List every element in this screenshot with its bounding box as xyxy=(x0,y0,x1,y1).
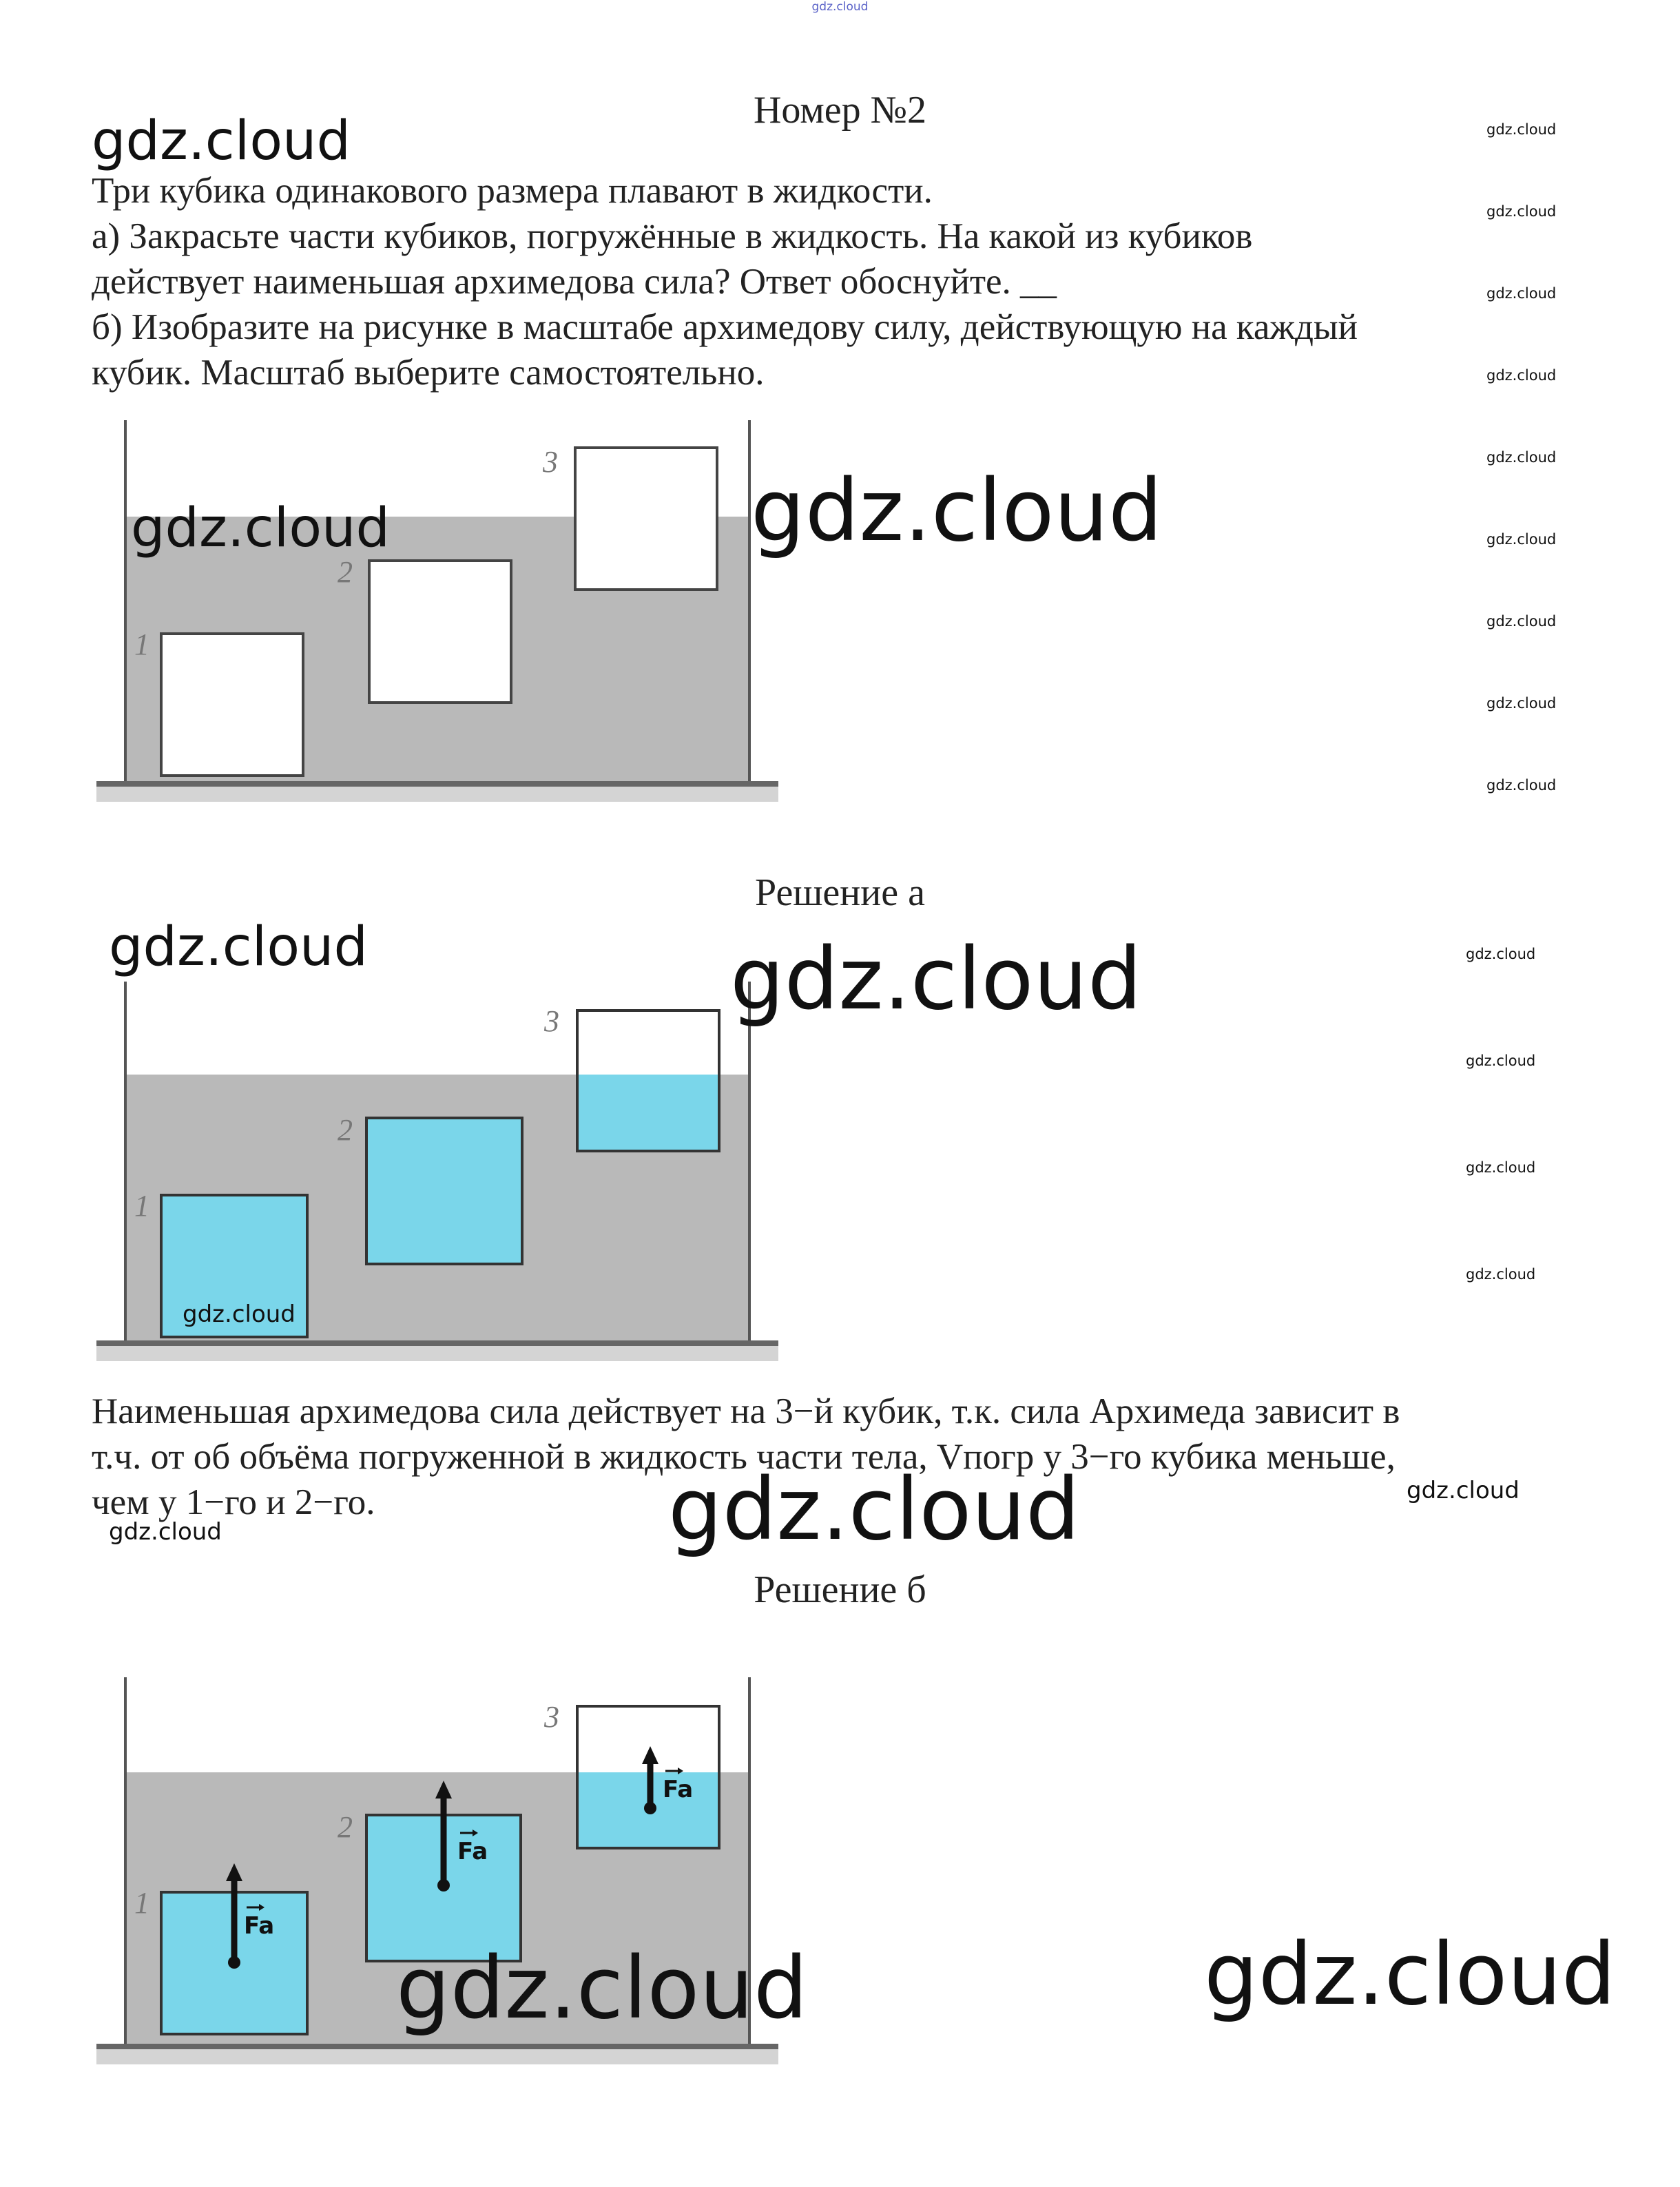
cube-1-label: 1 xyxy=(134,1189,149,1223)
problem-part-a-line1: а) Закрасьте части кубиков, погружённые в жидкость. На какой из кубиков xyxy=(92,216,1253,256)
force-label-1: Fa xyxy=(244,1912,275,1940)
force-label-3: Fa xyxy=(663,1776,694,1803)
watermark: gdz.cloud xyxy=(1486,531,1557,548)
watermark: gdz.cloud xyxy=(1486,367,1557,384)
problem-text xyxy=(92,168,1566,395)
watermark: gdz.cloud xyxy=(1204,1925,1616,2024)
solution-b-heading: Решение б xyxy=(754,1568,926,1611)
cube-3-label: 3 xyxy=(544,1700,559,1734)
watermark: gdz.cloud xyxy=(1407,1477,1520,1504)
answer-line3: чем у 1−го и 2−го. xyxy=(92,1482,375,1522)
watermark: gdz.cloud xyxy=(109,916,368,978)
cube-3-submerged-part xyxy=(579,1075,718,1150)
watermark: gdz.cloud xyxy=(1486,695,1557,712)
problem-intro: Три кубика одинакового размера плавают в жидкости. xyxy=(92,171,933,211)
problem-figure xyxy=(96,413,778,827)
vessel-floor xyxy=(96,1346,778,1361)
watermark: gdz.cloud xyxy=(109,1518,222,1546)
watermark: gdz.cloud xyxy=(131,497,390,559)
watermark: gdz.cloud xyxy=(751,462,1163,561)
watermark: gdz.cloud xyxy=(1466,1053,1536,1069)
cube-2-label: 2 xyxy=(338,1113,353,1147)
cube-2 xyxy=(366,1118,522,1264)
solution-a-heading: Решение а xyxy=(755,871,925,914)
watermark: gdz.cloud xyxy=(92,110,351,172)
watermark: gdz.cloud xyxy=(1486,121,1557,138)
cube-1 xyxy=(161,634,303,776)
watermark: gdz.cloud xyxy=(1466,1159,1536,1176)
answer-line2: т.ч. от об объёма погруженной в жидкость части тела, Vпогр у 3−го кубика меньше, xyxy=(92,1437,1396,1477)
cube-2-label: 2 xyxy=(338,1810,353,1844)
watermark: gdz.cloud xyxy=(1486,285,1557,302)
vessel-floor xyxy=(96,2049,778,2064)
problem-figure-svg xyxy=(96,413,778,827)
cube-1-label: 1 xyxy=(134,628,149,661)
cube-2-label: 2 xyxy=(338,555,353,589)
watermark: gdz.cloud xyxy=(1466,1266,1536,1283)
answer-line1: Наименьшая архимедова сила действует на 3−й кубик, т.к. сила Архимеда зависит в xyxy=(92,1391,1400,1431)
vessel-bottom xyxy=(96,2044,778,2049)
watermark: gdz.cloud xyxy=(1486,449,1557,466)
cube-3-label: 3 xyxy=(544,1004,559,1038)
page-title: Номер №2 xyxy=(753,89,927,132)
vessel-floor xyxy=(96,787,778,802)
cube-3 xyxy=(575,448,717,590)
problem-part-a-line2: действует наименьшая архимедова сила? Ответ обоснуйте. __ xyxy=(92,262,1057,302)
force-label-2: Fa xyxy=(457,1838,488,1865)
problem-part-b-line1: б) Изобразите на рисунке в масштабе архимедову силу, действующую на каждый xyxy=(92,307,1358,347)
vessel-bottom xyxy=(96,1340,778,1346)
cube-1-label: 1 xyxy=(134,1886,149,1920)
watermark: gdz.cloud xyxy=(668,1460,1080,1559)
watermark: gdz.cloud xyxy=(1486,777,1557,794)
watermark: gdz.cloud xyxy=(1486,613,1557,630)
watermark: gdz.cloud xyxy=(396,1939,808,2038)
cube-2 xyxy=(369,561,511,703)
problem-part-b-line2: кубик. Масштаб выберите самостоятельно. xyxy=(92,353,765,393)
cube-3-label: 3 xyxy=(543,445,558,479)
vessel-bottom xyxy=(96,781,778,787)
watermark: gdz.cloud xyxy=(730,930,1142,1029)
watermark: gdz.cloud xyxy=(1466,946,1536,962)
top-watermark: gdz.cloud xyxy=(811,0,869,14)
watermark: gdz.cloud xyxy=(1486,203,1557,220)
watermark: gdz.cloud xyxy=(183,1300,295,1328)
